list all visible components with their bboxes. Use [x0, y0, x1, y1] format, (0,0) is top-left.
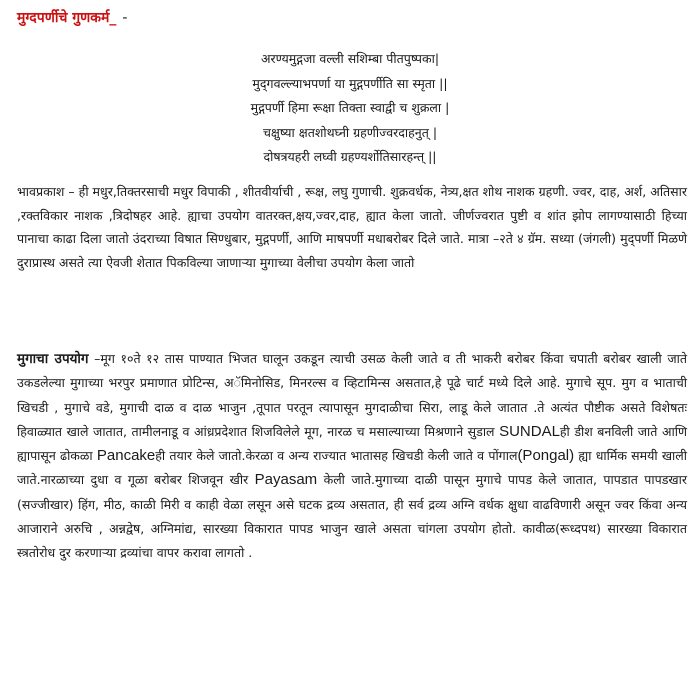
paragraph-text: ही तयार केले जातो.केरळा व अन्य राज्यात भातासह खिचडी केली जाते व पोंगाल: [155, 448, 518, 464]
section-heading: [17, 8, 127, 27]
paragraph-text: ह्या धार्मिक समयी खाली जाते.नारळाच्या दुधा व गूळा बरोबर शिजवून खीर: [17, 448, 687, 488]
verse-line: चक्षुष्या क्षतशोथघ्नी ग्रहणीज्वरदाहनुत् |: [262, 124, 438, 140]
verse-line: अरण्यमुद्गजा वल्ली सशिम्बा पीतपुष्पका|: [260, 51, 440, 66]
bhavaprakash-paragraph: भावप्रकाश – ही मधुर,तिक्तरसाची मधुर विपाकी , शीतवीर्याची , रूक्ष, लघु गुणाची. शुक्रवर्धक, नेत्र्य,क्षत शोथ नाशक ग्रहणी. ज्वर, दाह, अर्श, अतिसार ,रक्तविकार नाशक ,त्रिदोषहर आहे. ह्याचा उपयोग वातरक्त,क्षय,ज्वर,दाह, ह्यात केला जातो. जीर्णज्वरात पुष्टी व शांत झोप लागण्यासाठी हिच्या पानाचा काढा दिला जातो उंदराच्या विषात सिण्धुबार, मुद्गपर्णी, आणि माषपर्णी मधाबरोबर दिले जाते. मात्रा –२ते ४ ग्रॅम. सध्या (जंगली) मुद्पर्णी मिळणे दुराप्रास्थ असते त्या ऐवजी शेतात पिकविल्या जाणाऱ्या मुगाच्या वेलीचा उपयोग केला जातो: [17, 184, 687, 270]
latin-term: Payasam: [254, 471, 318, 489]
sanskrit-verse-block: [200, 47, 500, 170]
paragraph-lead-title: मुगाचा उपयोग: [17, 351, 89, 367]
heading-dash: -: [122, 10, 128, 26]
latin-term: (Pongal): [517, 447, 575, 465]
mung-uses-paragraph: [17, 347, 687, 566]
latin-term: Pancake: [96, 447, 156, 465]
verse-line: मुद्गपर्णी हिमा रूक्षा तिक्ता स्वाद्वी च शुक्रला |: [250, 100, 450, 115]
paragraph-text: केली जाते.मुगाच्या दाळी पासून मुगाचे पापड केले जातात, पापडात पापडखार (सज्जीखार) हिंग, मीठ, काळी मिरी व काही वेळा लसून असे घटक द्रव्य असतात, ही सर्व द्रव्य अग्नि वर्धक क्षुधा वाढविणारी असून ज्वर किंवा अन्य आजाराने अरुचि , अन्नद्वेष, अग्निमांद्य, सारख्या विकारात पापड भाजुन खाले असता चांगला उपयोग होतो. कावीळ(रूध्दपथ) सारख्या विकारात स्त्रतोरोध दुर करणाऱ्या द्रव्यांचा वापर करावा लागतो .: [17, 472, 688, 561]
verse-line: दोषत्रयहरी लघ्वी ग्रहण्यर्शोतिसारहन्त् ||: [263, 149, 437, 164]
paragraph-text: –मूग १०ते १२ तास पाण्यात भिजत घालून उकडून त्याची उसळ केली जाते व ती भाकरी बरोबर किंवा चपाती बरोबर खाली जाते उकडलेल्या मुगाच्या भरपुर प्रमाणात प्रोटिन्स, अॅमिनोसिड, मिनरल्स व व्हिटामिन्स असतात,हे पूढे चार्ट मध्ये दिले आहे. मुगाचे सूप. मुग व भाताची खिचडी , मुगाचे वडे, मुगाची दाळ व दाळ भाजुन ,तूपात परतून त्यापासून मुगदाळीचा सिरा, लाडू केले जातात .ते अत्यंत पौष्टीक असते विशेषतः हिवाळ्यात खाले जातात, तामीलनाडू व आंध्रप्रदेशात शिजविलेले मूग, नारळ च मसाल्याच्या मिश्रणाने सुडाल: [17, 351, 688, 439]
paragraph-text: ही डीश बनविली जाते आणि ह्यापासून ढोकळा: [17, 423, 687, 464]
verse-line: मुद्‌गवल्ल्याभपर्णा या मुद्गपर्णीति सा स्मृता ||: [252, 75, 448, 91]
heading-title: मुग्दपर्णीचे गुणकर्म_: [17, 10, 117, 26]
latin-term: SUNDAL: [499, 422, 560, 440]
